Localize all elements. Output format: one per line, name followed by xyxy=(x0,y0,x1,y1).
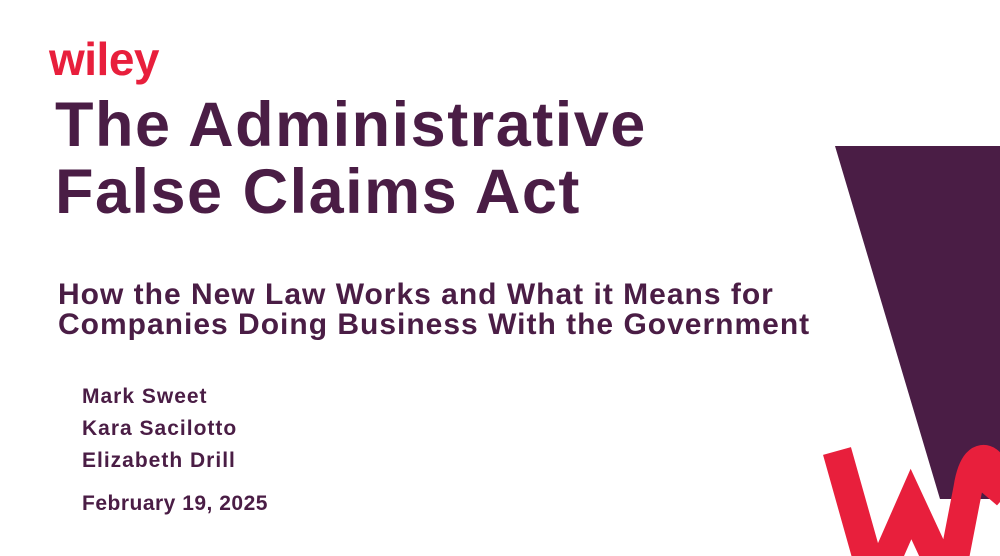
subtitle-line-2: Companies Doing Business With the Government xyxy=(58,308,811,341)
presenter-list xyxy=(82,381,237,477)
page-title xyxy=(55,92,647,226)
presentation-date: February 19, 2025 xyxy=(82,492,268,515)
purple-trapezoid-shape xyxy=(835,146,1000,499)
presenter-name: Kara Sacilotto xyxy=(82,417,238,440)
title-line-2: False Claims Act xyxy=(55,157,581,227)
wiley-w-mark-icon xyxy=(837,451,995,556)
subtitle xyxy=(58,280,810,340)
wiley-logo: wiley xyxy=(49,33,160,85)
subtitle-line-1: How the New Law Works and What it Means for xyxy=(58,278,774,311)
presenter-name: Mark Sweet xyxy=(82,385,208,408)
presenter-name: Elizabeth Drill xyxy=(82,449,236,472)
title-line-1: The Administrative xyxy=(55,90,647,160)
